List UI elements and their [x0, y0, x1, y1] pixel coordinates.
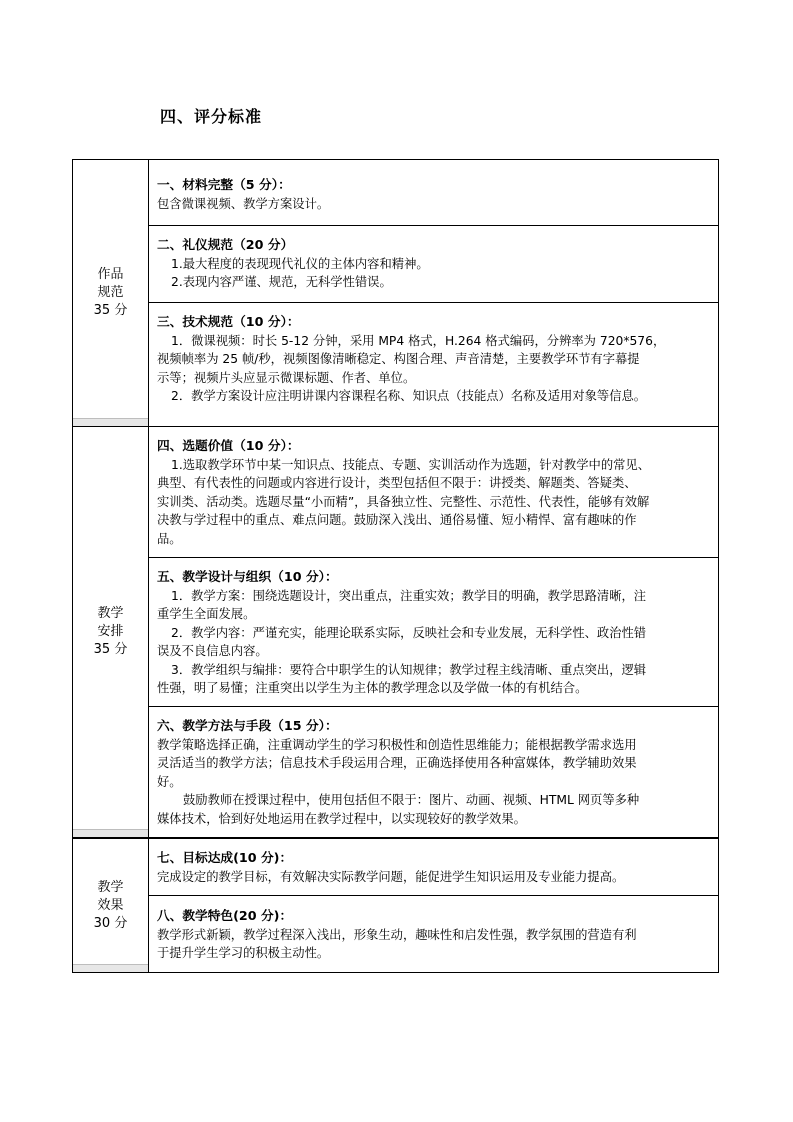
criterion-line: 误及不良信息内容。: [157, 644, 268, 658]
criterion-title: 二、礼仪规范（20 分）: [157, 237, 294, 252]
criterion-title: 一、材料完整（5 分）：: [157, 177, 291, 192]
group-label-line2: 效果: [97, 897, 124, 913]
criterion-line: 1.选取教学环节中某一知识点、技能点、专题、实训活动作为选题，针对教学中的常见、: [171, 457, 651, 472]
criterion-line: 典型、有代表性的问题或内容进行设计，类型包括但不限于：讲授类、解题类、答疑类、: [157, 476, 637, 490]
section-heading: 四、评分标准: [160, 107, 263, 126]
criterion-materials: [157, 176, 713, 213]
group-cell-work-standard: [73, 160, 149, 426]
criterion-methods-means: [157, 717, 713, 828]
criterion-line: 2.表现内容严谨、规范，无科学性错误。: [171, 275, 392, 289]
criterion-line: 好。: [157, 774, 182, 789]
criterion-etiquette: [157, 236, 713, 292]
criterion-line: 实训类、活动类。选题尽量“小而精”，具备独立性、完整性、示范性、代表性，能够有效解: [157, 494, 650, 509]
criterion-title: 六、教学方法与手段（15 分）：: [157, 718, 338, 733]
criterion-line: 1．微课视频：时长 5-12 分钟，采用 MP4 格式，H.264 格式编码，分辨率为 720*576，: [171, 333, 666, 348]
group-label-score: 30 分: [93, 915, 128, 931]
criterion-line: 3．教学组织与编排：要符合中职学生的认知规律；教学过程主线清晰、重点突出，逻辑: [171, 662, 647, 677]
criterion-line: 品。: [157, 531, 182, 546]
group-cell-teaching-effect: [73, 839, 149, 972]
criterion-title: 五、教学设计与组织（10 分）：: [157, 569, 338, 584]
row-divider: [149, 706, 718, 707]
criterion-line: 教学形式新颖，教学过程深入浅出，形象生动，趣味性和启发性强，教学氛围的营造有利: [157, 927, 637, 942]
criterion-line: 鼓励教师在授课过程中，使用包括但不限于：图片、动画、视频、HTML 网页等多种: [183, 793, 640, 807]
criterion-title: 八、教学特色(20 分)：: [157, 908, 293, 923]
criterion-line: 示等；视频片头应显示微课标题、作者、单位。: [157, 370, 416, 385]
criterion-title: 三、技术规范（10 分）：: [157, 314, 300, 329]
criterion-topic-value: [157, 437, 713, 548]
group-divider: [73, 837, 718, 839]
group-label-score: 35 分: [93, 642, 128, 657]
criterion-title: 七、目标达成(10 分)：: [157, 850, 293, 865]
cell-shading: [73, 829, 148, 837]
cell-shading: [73, 964, 148, 972]
group-label-line1: 教学: [97, 879, 124, 895]
scoring-criteria-table: [72, 159, 719, 973]
criterion-line: 性强，明了易懂；注重突出以学生为主体的教学理念以及学做一体的有机结合。: [157, 681, 588, 695]
row-divider: [149, 225, 718, 226]
group-label-line1: 教学: [97, 606, 124, 621]
criterion-line: 教学策略选择正确，注重调动学生的学习积极性和创造性思维能力；能根据教学需求选用: [157, 737, 637, 752]
group-label-line2: 安排: [97, 624, 124, 639]
criterion-design-organization: [157, 568, 713, 698]
criterion-teaching-features: [157, 907, 713, 963]
criterion-goal-achievement: [157, 849, 713, 886]
group-label-line1: 作品: [97, 267, 124, 282]
criterion-line: 2．教学内容：严谨充实，能理论联系实际，反映社会和专业发展，无科学性、政治性错: [171, 625, 647, 640]
criterion-line: 灵活适当的教学方法；信息技术手段运用合理，正确选择使用各种富媒体，教学辅助效果: [157, 756, 637, 770]
row-divider: [149, 557, 718, 558]
group-label-score: 35 分: [93, 303, 128, 318]
criterion-technical: [157, 313, 713, 406]
criterion-line: 媒体技术，恰到好处地运用在教学过程中，以实现较好的教学效果。: [157, 811, 526, 826]
criterion-title: 四、选题价值（10 分）：: [157, 438, 300, 453]
criterion-line: 1.最大程度的表现现代礼仪的主体内容和精神。: [171, 256, 429, 271]
criterion-line: 2．教学方案设计应注明讲课内容课程名称、知识点（技能点）名称及适用对象等信息。: [171, 389, 647, 403]
group-cell-teaching-arrangement: [73, 427, 149, 837]
cell-shading: [73, 418, 148, 426]
criterion-line: 1．教学方案：围绕选题设计，突出重点，注重实效；教学目的明确，教学思路清晰，注: [171, 588, 647, 603]
criterion-line: 视频帧率为 25 帧/秒，视频图像清晰稳定、构图合理、声音清楚，主要教学环节有字幕提: [157, 352, 640, 366]
row-divider: [149, 895, 718, 896]
criterion-line: 重学生全面发展。: [157, 607, 256, 621]
criterion-line: 于提升学生学习的积极主动性。: [157, 946, 330, 960]
group-divider: [73, 426, 718, 427]
group-label-line2: 规范: [97, 285, 124, 300]
criterion-line: 决教与学过程中的重点、难点问题。鼓励深入浅出、通俗易懂、短小精悍、富有趣味的作: [157, 513, 637, 527]
row-divider: [149, 302, 718, 303]
criterion-line: 完成设定的教学目标，有效解决实际教学问题，能促进学生知识运用及专业能力提高。: [157, 869, 625, 884]
criterion-line: 包含微课视频、教学方案设计。: [157, 196, 330, 211]
